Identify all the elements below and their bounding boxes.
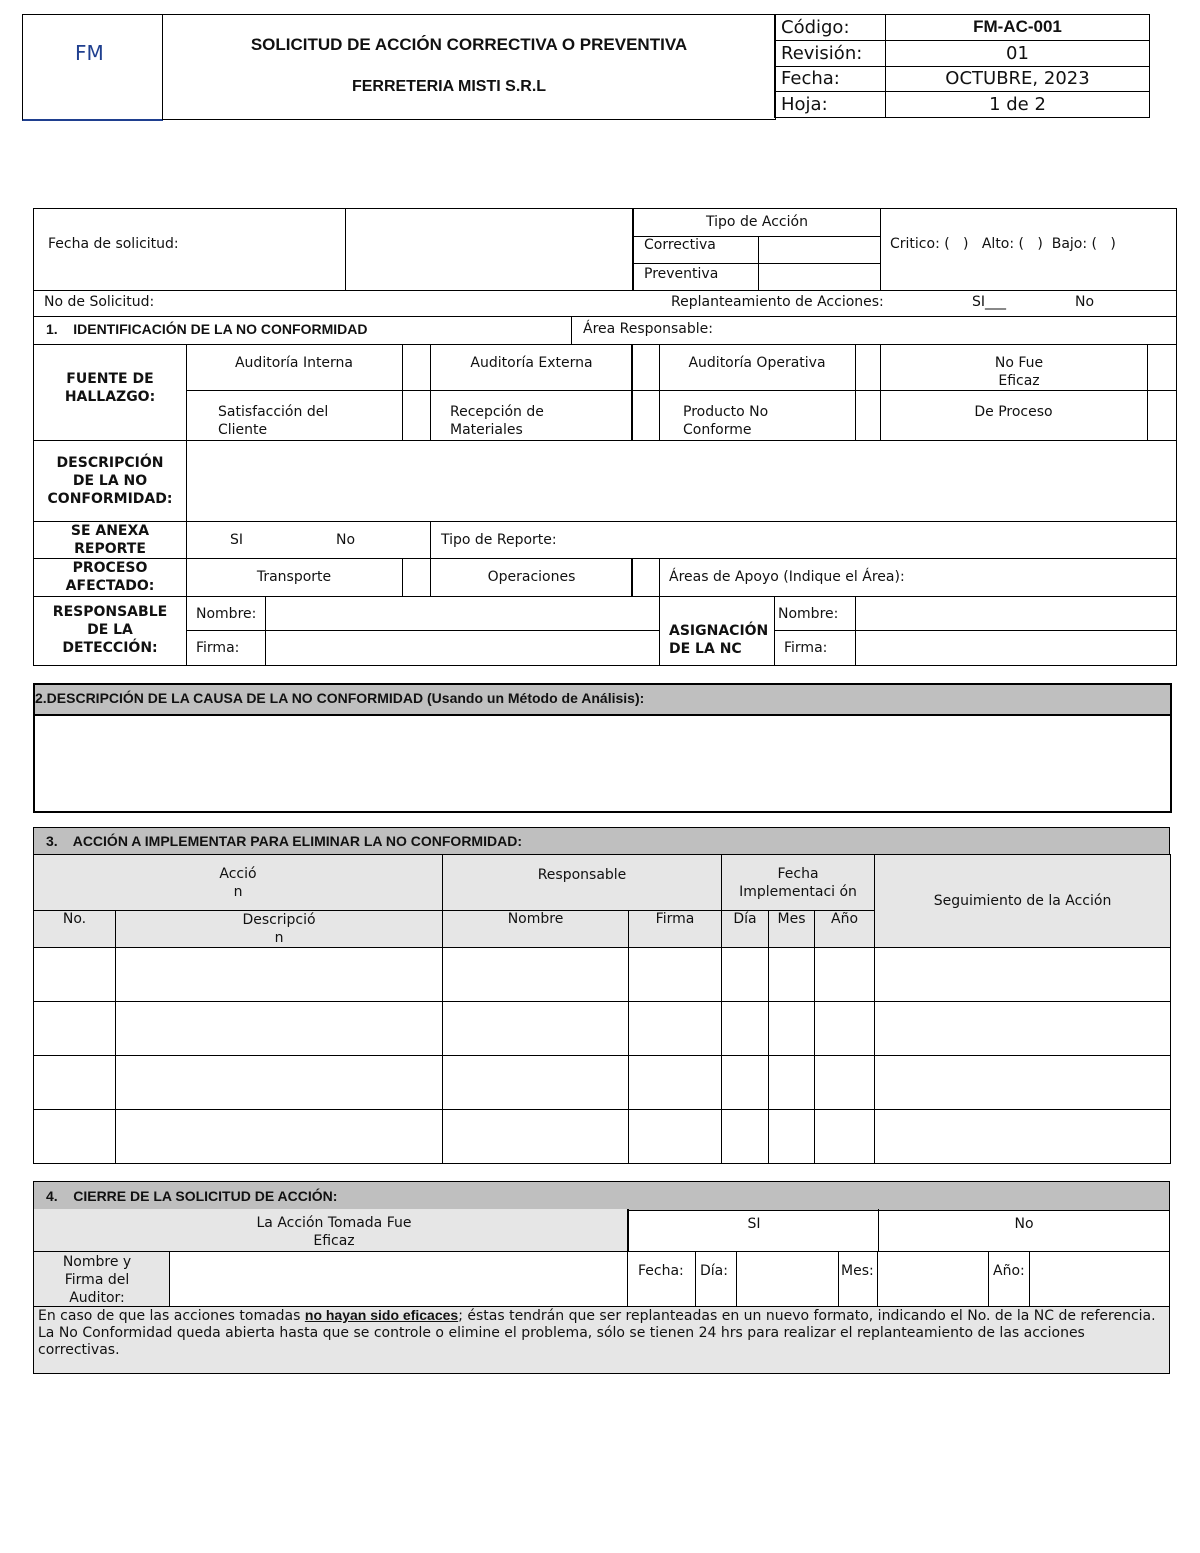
section3-actions-table: [33, 854, 1171, 1164]
cell-firma[interactable]: [629, 948, 722, 1002]
fuente-satisfaccion-cliente: Satisfacción del Cliente: [218, 404, 329, 438]
responsable-firma-label: Firma:: [196, 640, 240, 656]
cell-nombre[interactable]: [443, 1110, 629, 1164]
note-bold: no hayan sido eficaces: [304, 1307, 459, 1323]
tipo-correctiva-label: Correctiva: [644, 237, 716, 253]
cell-dia[interactable]: [722, 948, 769, 1002]
cierre-anio-label: Año:: [993, 1263, 1025, 1279]
tipo-preventiva-checkbox[interactable]: [760, 265, 878, 290]
replanteamiento-label: Replanteamiento de Acciones:: [671, 294, 884, 310]
note-text: En caso de que las acciones tomadas: [38, 1308, 305, 1324]
cell-anio[interactable]: [815, 1056, 875, 1110]
cell-mes[interactable]: [769, 1110, 815, 1164]
accion-eficaz-label: La Acción Tomada Fue Eficaz: [256, 1215, 412, 1249]
section2-title-bar: [35, 685, 1170, 716]
section4-title: 4. CIERRE DE LA SOLICITUD DE ACCIÓN:: [46, 1188, 338, 1204]
cell-descripcion[interactable]: [116, 1110, 443, 1164]
auditor-field[interactable]: [171, 1253, 625, 1305]
responsable-firma-field[interactable]: [267, 632, 657, 664]
fuente-producto-no-conforme: Producto No Conforme: [683, 404, 769, 438]
fecha-solicitud-field[interactable]: [345, 209, 634, 290]
replanteamiento-no[interactable]: No: [1075, 294, 1095, 310]
note-text-2: La No Conformidad queda abierta hasta que se controle o elimine el problema, sólo se tienen 24 hrs para realizar el replanteamiento de las acciones correctivas.: [38, 1325, 1085, 1358]
no-solicitud-row: [33, 289, 1177, 317]
area-responsable-label: Área Responsable:: [583, 321, 713, 337]
proceso-afectado-label: PROCESO AFECTADO:: [65, 560, 155, 594]
request-info-block: [33, 208, 1177, 291]
note-text: ; éstas tendrán que ser replanteadas en un nuevo formato, indicando el No. de la NC de referencia.: [458, 1308, 1156, 1324]
meta-label: Fecha:: [775, 66, 886, 92]
section1-title: 1. IDENTIFICACIÓN DE LA NO CONFORMIDAD: [46, 321, 368, 337]
header-title-block: [162, 14, 776, 120]
fecha-implementacion-header: Fecha Implementaci ón: [722, 855, 875, 911]
col-anio: Año: [815, 911, 875, 948]
section3-title: 3. ACCIÓN A IMPLEMENTAR PARA ELIMINAR LA NO CONFORMIDAD:: [46, 833, 522, 849]
logo: [22, 14, 163, 121]
cell-no[interactable]: [34, 1056, 116, 1110]
cierre-dia-field[interactable]: [738, 1253, 836, 1305]
section2-title: 2.DESCRIPCIÓN DE LA CAUSA DE LA NO CONFORMIDAD (Usando un Método de Análisis):: [35, 690, 645, 706]
fuente-no-fue-eficaz-checkbox[interactable]: [1150, 346, 1174, 388]
document-header: [22, 14, 1152, 120]
meta-value-fecha: OCTUBRE, 2023: [886, 66, 1150, 92]
fuente-de-proceso-checkbox[interactable]: [1150, 392, 1174, 438]
fuente-auditoria-operativa: Auditoría Operativa: [688, 355, 826, 371]
responsable-header: Responsable: [443, 855, 722, 911]
replanteamiento-si[interactable]: SI___: [972, 294, 1007, 310]
asignacion-nombre-label: Nombre:: [778, 606, 839, 622]
proceso-operaciones-checkbox[interactable]: [634, 560, 657, 594]
proceso-afectado-row: [33, 558, 1177, 597]
meta-label: Hoja:: [775, 92, 886, 118]
col-mes: Mes: [769, 911, 815, 948]
fuente-satisfaccion-cliente-checkbox[interactable]: [404, 392, 428, 438]
cierre-si-option[interactable]: SI: [747, 1216, 761, 1232]
areas-apoyo-label: Áreas de Apoyo (Indique el Área):: [669, 569, 905, 585]
company-name: FERRETERIA MISTI S.R.L: [351, 78, 547, 95]
col-nombre: Nombre: [443, 911, 629, 948]
fuente-no-fue-eficaz: No Fue Eficaz: [994, 355, 1044, 389]
cierre-fecha-label: Fecha:: [638, 1263, 684, 1279]
col-dia: Día: [722, 911, 769, 948]
descripcion-nc-field[interactable]: [186, 440, 1177, 521]
asignacion-firma-field[interactable]: [857, 632, 1173, 664]
cell-anio[interactable]: [815, 948, 875, 1002]
cell-seguimiento[interactable]: [875, 948, 1171, 1002]
fuente-auditoria-interna-checkbox[interactable]: [404, 346, 428, 388]
cell-no[interactable]: [34, 948, 116, 1002]
responsable-nombre-field[interactable]: [267, 597, 657, 629]
cierre-mes-field[interactable]: [879, 1253, 987, 1305]
cell-descripcion[interactable]: [116, 1002, 443, 1056]
section2-causa-field[interactable]: [35, 716, 1170, 811]
cierre-note: [34, 1307, 1169, 1373]
document-meta-table: [774, 14, 1150, 118]
fecha-solicitud-label: Fecha de solicitud:: [48, 236, 179, 252]
section2-block: [33, 683, 1172, 813]
fuente-auditoria-externa: Auditoría Externa: [470, 355, 593, 371]
col-no: No.: [34, 911, 116, 948]
fuente-producto-no-conforme-checkbox[interactable]: [858, 392, 878, 438]
cell-mes[interactable]: [769, 1002, 815, 1056]
fuente-hallazgo-block: [33, 344, 1177, 441]
seguimiento-header: Seguimiento de la Acción: [875, 855, 1171, 948]
cell-seguimiento[interactable]: [875, 1002, 1171, 1056]
meta-value-hoja: 1 de 2: [886, 92, 1150, 118]
table-row: [34, 1110, 1171, 1164]
proceso-transporte-checkbox[interactable]: [404, 560, 428, 594]
tipo-accion-label: Tipo de Acción: [706, 214, 808, 230]
cell-no[interactable]: [34, 1002, 116, 1056]
proceso-operaciones: Operaciones: [487, 569, 576, 585]
responsable-deteccion-label: RESPONSABLE DE LA DETECCIÓN:: [52, 604, 168, 656]
anexa-reporte-row: [33, 521, 1177, 559]
auditor-label: Nombre y Firma del Auditor:: [62, 1254, 132, 1306]
asignacion-nc-label: ASIGNACIÓN DE LA NC: [669, 623, 769, 657]
cell-nombre[interactable]: [443, 1002, 629, 1056]
cell-firma[interactable]: [629, 1002, 722, 1056]
cierre-no-option[interactable]: No: [1014, 1216, 1034, 1232]
fuente-recepcion-materiales-checkbox[interactable]: [634, 392, 657, 438]
document-title: SOLICITUD DE ACCIÓN CORRECTIVA O PREVENTIVA: [250, 35, 688, 54]
table-row: [34, 1056, 1171, 1110]
fuente-de-proceso: De Proceso: [974, 404, 1053, 420]
asignacion-nombre-field[interactable]: [857, 597, 1173, 629]
section3-title-bar: [33, 827, 1170, 856]
cierre-anio-field[interactable]: [1031, 1253, 1167, 1305]
criticidad-options[interactable]: Critico: ( ) Alto: ( ) Bajo: ( ): [890, 236, 1116, 252]
cell-mes[interactable]: [769, 948, 815, 1002]
section1-title-row: [33, 316, 1177, 345]
cell-seguimiento[interactable]: [875, 1056, 1171, 1110]
anexa-reporte-label: SE ANEXA REPORTE: [70, 523, 150, 557]
fuente-auditoria-operativa-checkbox[interactable]: [858, 346, 878, 388]
cierre-dia-label: Día:: [700, 1263, 728, 1279]
anexa-no-option[interactable]: No: [336, 532, 356, 548]
cell-anio[interactable]: [815, 1002, 875, 1056]
cell-anio[interactable]: [815, 1110, 875, 1164]
table-row: [34, 1002, 1171, 1056]
table-row: [34, 948, 1171, 1002]
col-descripcion: Descripció n: [116, 911, 443, 948]
asignacion-firma-label: Firma:: [784, 640, 828, 656]
descripcion-nc-label: DESCRIPCIÓN DE LA NO CONFORMIDAD:: [47, 455, 173, 507]
cell-firma[interactable]: [629, 1110, 722, 1164]
logo-text: FM: [75, 41, 104, 65]
cell-nombre[interactable]: [443, 948, 629, 1002]
cell-dia[interactable]: [722, 1002, 769, 1056]
proceso-transporte: Transporte: [256, 569, 332, 585]
cell-descripcion[interactable]: [116, 948, 443, 1002]
cell-firma[interactable]: [629, 1056, 722, 1110]
accion-header: Acció n: [34, 855, 443, 911]
cell-dia[interactable]: [722, 1110, 769, 1164]
fuente-auditoria-interna: Auditoría Interna: [234, 355, 354, 371]
no-solicitud-label: No de Solicitud:: [44, 294, 155, 310]
descripcion-nc-block: [33, 440, 1177, 522]
tipo-reporte-label: Tipo de Reporte:: [441, 532, 557, 548]
meta-value-codigo: FM-AC-001: [886, 15, 1150, 41]
responsable-nombre-label: Nombre:: [196, 606, 257, 622]
meta-label: Código:: [775, 15, 886, 41]
fuente-hallazgo-label: FUENTE DE HALLAZGO:: [64, 371, 156, 405]
cell-no[interactable]: [34, 1110, 116, 1164]
anexa-si-option[interactable]: SI: [230, 532, 244, 548]
cierre-mes-label: Mes:: [841, 1263, 874, 1279]
fuente-recepcion-materiales: Recepción de Materiales: [450, 404, 544, 438]
responsable-deteccion-block: [33, 596, 1177, 666]
tipo-correctiva-checkbox[interactable]: [760, 237, 878, 262]
cell-dia[interactable]: [722, 1056, 769, 1110]
cell-nombre[interactable]: [443, 1056, 629, 1110]
section4-title-bar: [33, 1181, 1170, 1211]
meta-label: Revisión:: [775, 40, 886, 66]
cell-seguimiento[interactable]: [875, 1110, 1171, 1164]
col-firma: Firma: [629, 911, 722, 948]
tipo-preventiva-label: Preventiva: [644, 266, 719, 282]
section4-block: [33, 1209, 1170, 1374]
cell-mes[interactable]: [769, 1056, 815, 1110]
cell-descripcion[interactable]: [116, 1056, 443, 1110]
fuente-auditoria-externa-checkbox[interactable]: [634, 346, 657, 388]
meta-value-revision: 01: [886, 40, 1150, 66]
